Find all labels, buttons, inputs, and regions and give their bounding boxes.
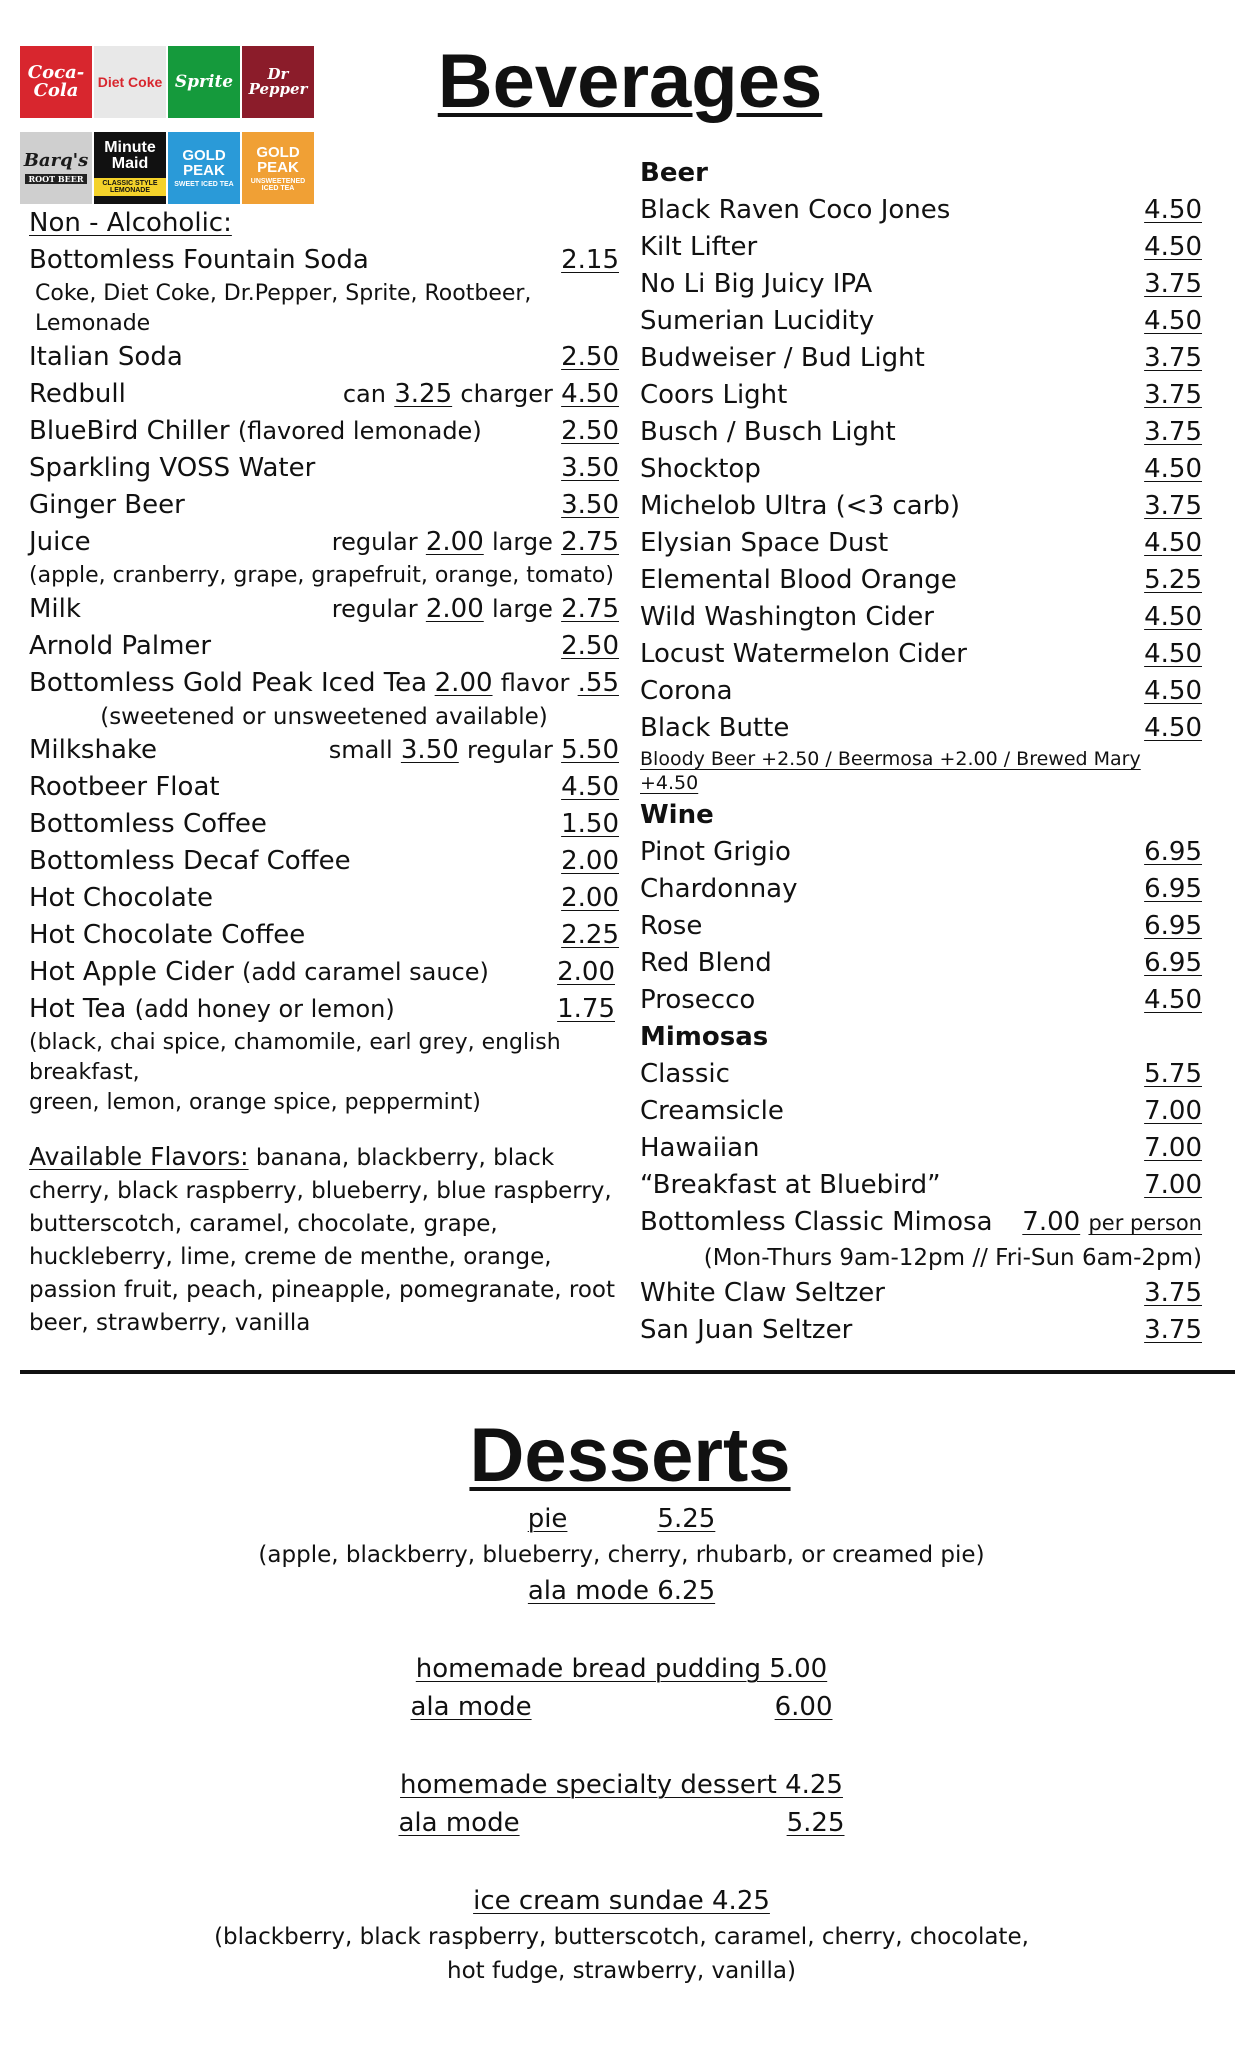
item-price: 3.50 <box>561 453 619 483</box>
beer-item <box>640 377 1202 414</box>
item-price: 1.50 <box>561 809 619 839</box>
item-name: Elemental Blood Orange <box>640 565 957 595</box>
item-price: 6.95 <box>1144 948 1202 978</box>
item-price: 6.95 <box>1144 874 1202 904</box>
desserts-section <box>0 1500 1243 1988</box>
item-name: Black Butte <box>640 713 790 743</box>
item-price-group <box>1022 1204 1202 1242</box>
item-extra: (flavored lemonade) <box>237 417 482 445</box>
size-label: large <box>492 528 553 556</box>
item-price-group <box>332 591 619 628</box>
beer-item <box>640 562 1202 599</box>
item-price: 4.50 <box>1144 232 1202 262</box>
item-name: Milkshake <box>29 735 158 765</box>
item-price: 3.75 <box>1144 343 1202 373</box>
item-name: Shocktop <box>640 454 761 484</box>
item-name: Sumerian Lucidity <box>640 306 875 336</box>
menu-item-hot-chocolate <box>29 880 619 917</box>
hot-tea-note-1: (black, chai spice, chamomile, earl grey, english breakfast, <box>29 1030 561 1085</box>
beer-item <box>640 414 1202 451</box>
item-price: 5.25 <box>657 1504 716 1534</box>
item-name: Coors Light <box>640 380 788 410</box>
item-price: 4.50 <box>1144 713 1202 743</box>
minute-maid-logo-sub: CLASSIC STYLE LEMONADE <box>94 178 166 196</box>
item-name: Michelob Ultra (<3 carb) <box>640 491 960 521</box>
diet-coke-logo: Diet Coke <box>94 46 166 118</box>
gold-peak-unsweetened-logo <box>242 132 314 204</box>
item-name: No Li Big Juicy IPA <box>640 269 873 299</box>
item-name: Bottomless Coffee <box>29 809 267 839</box>
item-price: 2.00 <box>561 883 619 913</box>
barqs-logo <box>20 132 92 204</box>
item-name: Budweiser / Bud Light <box>640 343 925 373</box>
item-name: Ginger Beer <box>29 490 185 520</box>
item-price: 2.00 <box>425 527 484 557</box>
menu-item-gold-peak-tea <box>29 665 619 702</box>
fountain-soda-note: Coke, Diet Coke, Dr.Pepper, Sprite, Rootbeer, Lemonade <box>35 281 532 336</box>
bottomless-mimosa-hours: (Mon-Thurs 9am-12pm // Fri-Sun 6am-2pm) <box>703 1245 1202 1271</box>
item-extra: (add honey or lemon) <box>134 995 395 1023</box>
item-price: 4.50 <box>1144 195 1202 225</box>
flavors-list: banana, blackberry, black cherry, black raspberry, blueberry, blue raspberry, butterscotch, caramel, chocolate, grape, huckleberry, lime, creme de menthe, orange, passion fruit, peach, pineapple, pomegranate, root beer, strawberry, vanilla <box>29 1145 615 1336</box>
item-name: pie <box>527 1504 568 1534</box>
beer-item <box>640 488 1202 525</box>
menu-item-bottomless-mimosa <box>640 1204 1202 1241</box>
item-price: 2.15 <box>561 245 619 275</box>
item-name: Hot Chocolate <box>29 883 214 913</box>
item-name: Hot Apple Cider <box>29 957 234 987</box>
wine-item <box>640 908 1202 945</box>
beer-item <box>640 303 1202 340</box>
wine-item <box>640 945 1202 982</box>
available-flavors <box>29 1140 619 1340</box>
item-price: 7.00 <box>1144 1096 1202 1126</box>
beer-item <box>640 192 1202 229</box>
item-price: 4.50 <box>1144 985 1202 1015</box>
item-price-group <box>435 665 619 702</box>
size-label: regular <box>467 736 553 764</box>
item-name: Arnold Palmer <box>29 631 212 661</box>
item-name-group <box>29 954 489 991</box>
item-price: 7.00 <box>1144 1133 1202 1163</box>
non-alcoholic-column <box>29 205 619 1340</box>
gold-peak-unsweet-logo-name: GOLD PEAK <box>256 143 300 176</box>
hot-tea-note-2: green, lemon, orange spice, peppermint) <box>29 1090 481 1115</box>
specialty-ala-mode <box>0 1804 1243 1842</box>
beer-item <box>640 229 1202 266</box>
item-name: Locust Watermelon Cider <box>640 639 967 669</box>
gold-peak-note: (sweetened or unsweetened available) <box>100 704 548 730</box>
menu-item-coffee <box>29 806 619 843</box>
item-name: Black Raven Coco Jones <box>640 195 951 225</box>
item-price: 2.00 <box>434 668 493 698</box>
item-price: 1.75 <box>557 994 615 1024</box>
ala-mode-label: ala mode <box>410 1692 532 1722</box>
item-price: 4.50 <box>1144 639 1202 669</box>
menu-item-italian-soda <box>29 339 619 376</box>
juice-note: (apple, cranberry, grape, grapefruit, orange, tomato) <box>29 563 614 588</box>
size-label: small <box>328 736 393 764</box>
item-name: White Claw Seltzer <box>640 1278 885 1308</box>
item-name: Corona <box>640 676 733 706</box>
item-name: Italian Soda <box>29 342 183 372</box>
item-price: .55 <box>577 668 619 698</box>
item-name: Rose <box>640 911 703 941</box>
item-price: 7.00 <box>1144 1170 1202 1200</box>
menu-item-decaf-coffee <box>29 843 619 880</box>
beer-addons: Bloody Beer +2.50 / Beermosa +2.00 / Brewed Mary +4.50 <box>640 748 1141 794</box>
item-name: Kilt Lifter <box>640 232 758 262</box>
mimosa-list <box>640 1056 1202 1204</box>
item-price: 4.50 <box>561 772 619 802</box>
ala-mode-line <box>399 1804 845 1842</box>
beer-item <box>640 636 1202 673</box>
item-price: 3.50 <box>561 490 619 520</box>
non-alcoholic-heading: Non - Alcoholic: <box>29 208 232 238</box>
item-name: Chardonnay <box>640 874 798 904</box>
brand-logos <box>20 46 320 218</box>
size-label: regular <box>331 595 418 623</box>
item-price: 4.50 <box>1144 454 1202 484</box>
beverages-title: Beverages <box>437 39 823 124</box>
item-price: 2.00 <box>425 594 484 624</box>
item-price: 4.50 <box>1144 676 1202 706</box>
item-price: 4.50 <box>561 379 619 409</box>
item-price-group <box>332 524 619 561</box>
item-price: 3.75 <box>1144 417 1202 447</box>
item-name: Juice <box>29 527 91 557</box>
item-name: Busch / Busch Light <box>640 417 896 447</box>
beer-item <box>640 525 1202 562</box>
ala-mode-price: 5.25 <box>786 1808 845 1838</box>
size-label: regular <box>331 528 418 556</box>
item-name: “Breakfast at Bluebird” <box>640 1170 941 1200</box>
menu-item-bluebird-chiller <box>29 413 619 450</box>
item-price: 2.75 <box>561 594 619 624</box>
dessert-bread-pudding: homemade bread pudding 5.00 <box>415 1654 828 1684</box>
item-price: 5.75 <box>1144 1059 1202 1089</box>
item-name: Milk <box>29 594 81 624</box>
beer-item <box>640 266 1202 303</box>
menu-item-arnold-palmer <box>29 628 619 665</box>
item-name: Bottomless Decaf Coffee <box>29 846 351 876</box>
wine-item <box>640 834 1202 871</box>
menu-item-redbull <box>29 376 619 413</box>
item-name: Wild Washington Cider <box>640 602 934 632</box>
barqs-logo-sub: ROOT BEER <box>25 174 88 184</box>
gold-peak-sweet-logo-name: GOLD PEAK <box>182 147 226 179</box>
item-price: 3.75 <box>1144 380 1202 410</box>
item-name: Hawaiian <box>640 1133 760 1163</box>
item-name: Classic <box>640 1059 730 1089</box>
item-price: 6.95 <box>1144 837 1202 867</box>
ala-mode-price: 6.00 <box>774 1692 833 1722</box>
beer-item <box>640 340 1202 377</box>
item-price: 4.50 <box>1144 306 1202 336</box>
barqs-logo-name: Barq's <box>23 150 89 171</box>
beer-heading: Beer <box>640 158 708 188</box>
section-divider <box>20 1370 1235 1374</box>
item-name: Sparkling VOSS Water <box>29 453 316 483</box>
item-name: San Juan Seltzer <box>640 1315 853 1345</box>
dessert-pie <box>0 1500 1243 1538</box>
gold-peak-unsweet-logo-sub: UNSWEETENED ICED TEA <box>250 177 306 192</box>
item-price: 2.00 <box>557 957 615 987</box>
menu-item-milk <box>29 591 619 628</box>
size-label: large <box>492 595 553 623</box>
item-name: Rootbeer Float <box>29 772 220 802</box>
mimosas-heading: Mimosas <box>640 1022 769 1052</box>
pie-ala-mode: ala mode 6.25 <box>527 1576 716 1606</box>
item-price: 3.75 <box>1144 1278 1202 1308</box>
menu-item-hot-apple-cider <box>29 954 619 991</box>
item-name: Creamsicle <box>640 1096 784 1126</box>
item-extra: (add caramel sauce) <box>242 958 489 986</box>
seltzer-item <box>640 1312 1202 1349</box>
sundae-note-2: hot fudge, strawberry, vanilla) <box>447 1958 796 1984</box>
dessert-specialty: homemade specialty dessert 4.25 <box>400 1770 843 1800</box>
menu-item-hot-chocolate-coffee <box>29 917 619 954</box>
coca-cola-logo: Coca-Cola <box>20 46 92 118</box>
sprite-logo: Sprite <box>168 46 240 118</box>
bread-pudding-ala-mode <box>0 1688 1243 1726</box>
item-name: Hot Chocolate Coffee <box>29 920 306 950</box>
item-price: 5.50 <box>561 735 619 765</box>
wine-list <box>640 834 1202 1019</box>
item-price: 2.50 <box>561 631 619 661</box>
dessert-sundae: ice cream sundae 4.25 <box>473 1886 770 1916</box>
item-name: Hot Tea <box>29 994 127 1024</box>
gold-peak-sweet-logo-sub: SWEET ICED TEA <box>174 181 234 188</box>
mimosa-item <box>640 1167 1202 1204</box>
mimosa-item <box>640 1130 1202 1167</box>
ala-mode-label: ala mode <box>398 1808 520 1838</box>
mimosa-item <box>640 1056 1202 1093</box>
size-label: can <box>342 380 386 408</box>
item-price: 2.75 <box>561 527 619 557</box>
item-price: 2.25 <box>561 920 619 950</box>
menu-item-fountain-soda <box>29 242 619 279</box>
item-price: 3.75 <box>1144 491 1202 521</box>
logo-row-2 <box>20 132 320 204</box>
seltzer-list <box>640 1275 1202 1349</box>
size-label: flavor <box>500 669 570 697</box>
mimosa-item <box>640 1093 1202 1130</box>
beer-list <box>640 192 1202 747</box>
alcoholic-column <box>640 155 1202 1349</box>
item-price: 6.95 <box>1144 911 1202 941</box>
item-name-group <box>29 413 482 450</box>
menu-item-rootbeer-float <box>29 769 619 806</box>
price-unit: per person <box>1088 1211 1202 1235</box>
item-name-group <box>29 991 395 1028</box>
menu-item-ginger-beer <box>29 487 619 524</box>
desserts-title: Desserts <box>469 1413 791 1498</box>
menu-item-milkshake <box>29 732 619 769</box>
dr-pepper-logo: Dr Pepper <box>242 46 314 118</box>
beer-item <box>640 599 1202 636</box>
logo-row-1 <box>20 46 320 118</box>
beer-item <box>640 673 1202 710</box>
item-price: 3.75 <box>1144 269 1202 299</box>
item-price: 4.50 <box>1144 602 1202 632</box>
item-price: 3.25 <box>394 379 453 409</box>
item-name: Bottomless Fountain Soda <box>29 245 369 275</box>
minute-maid-logo-name: Minute Maid <box>104 139 156 172</box>
item-price: 3.50 <box>400 735 459 765</box>
wine-heading: Wine <box>640 800 714 830</box>
beer-item <box>640 710 1202 747</box>
seltzer-item <box>640 1275 1202 1312</box>
menu-item-juice <box>29 524 619 561</box>
item-price-group <box>343 376 619 413</box>
item-name: Red Blend <box>640 948 772 978</box>
item-name: Redbull <box>29 379 126 409</box>
wine-item <box>640 871 1202 908</box>
flavors-label: Available Flavors: <box>29 1142 249 1171</box>
item-name: Pinot Grigio <box>640 837 791 867</box>
item-name: Bottomless Gold Peak Iced Tea <box>29 668 428 698</box>
item-price: 4.50 <box>1144 528 1202 558</box>
item-name: Bottomless Classic Mimosa <box>640 1207 993 1237</box>
item-name: Prosecco <box>640 985 756 1015</box>
gold-peak-sweet-logo <box>168 132 240 204</box>
item-price: 5.25 <box>1144 565 1202 595</box>
minute-maid-logo <box>94 132 166 204</box>
item-price: 2.50 <box>561 342 619 372</box>
item-price: 2.00 <box>561 846 619 876</box>
pie-line <box>528 1504 716 1534</box>
item-price: 3.75 <box>1144 1315 1202 1345</box>
non-alcoholic-heading-row <box>29 205 619 242</box>
beer-item <box>640 451 1202 488</box>
item-price: 7.00 <box>1022 1207 1081 1237</box>
item-price-group <box>329 732 619 769</box>
size-label: charger <box>460 380 553 408</box>
item-price: 2.50 <box>561 416 619 446</box>
menu-item-voss <box>29 450 619 487</box>
item-name: BlueBird Chiller <box>29 416 230 446</box>
wine-item <box>640 982 1202 1019</box>
pie-note: (apple, blackberry, blueberry, cherry, rhubarb, or creamed pie) <box>258 1542 985 1568</box>
menu-item-hot-tea <box>29 991 619 1028</box>
ala-mode-line <box>411 1688 833 1726</box>
sundae-note-1: (blackberry, black raspberry, butterscotch, caramel, cherry, chocolate, <box>214 1924 1029 1950</box>
item-name: Elysian Space Dust <box>640 528 889 558</box>
